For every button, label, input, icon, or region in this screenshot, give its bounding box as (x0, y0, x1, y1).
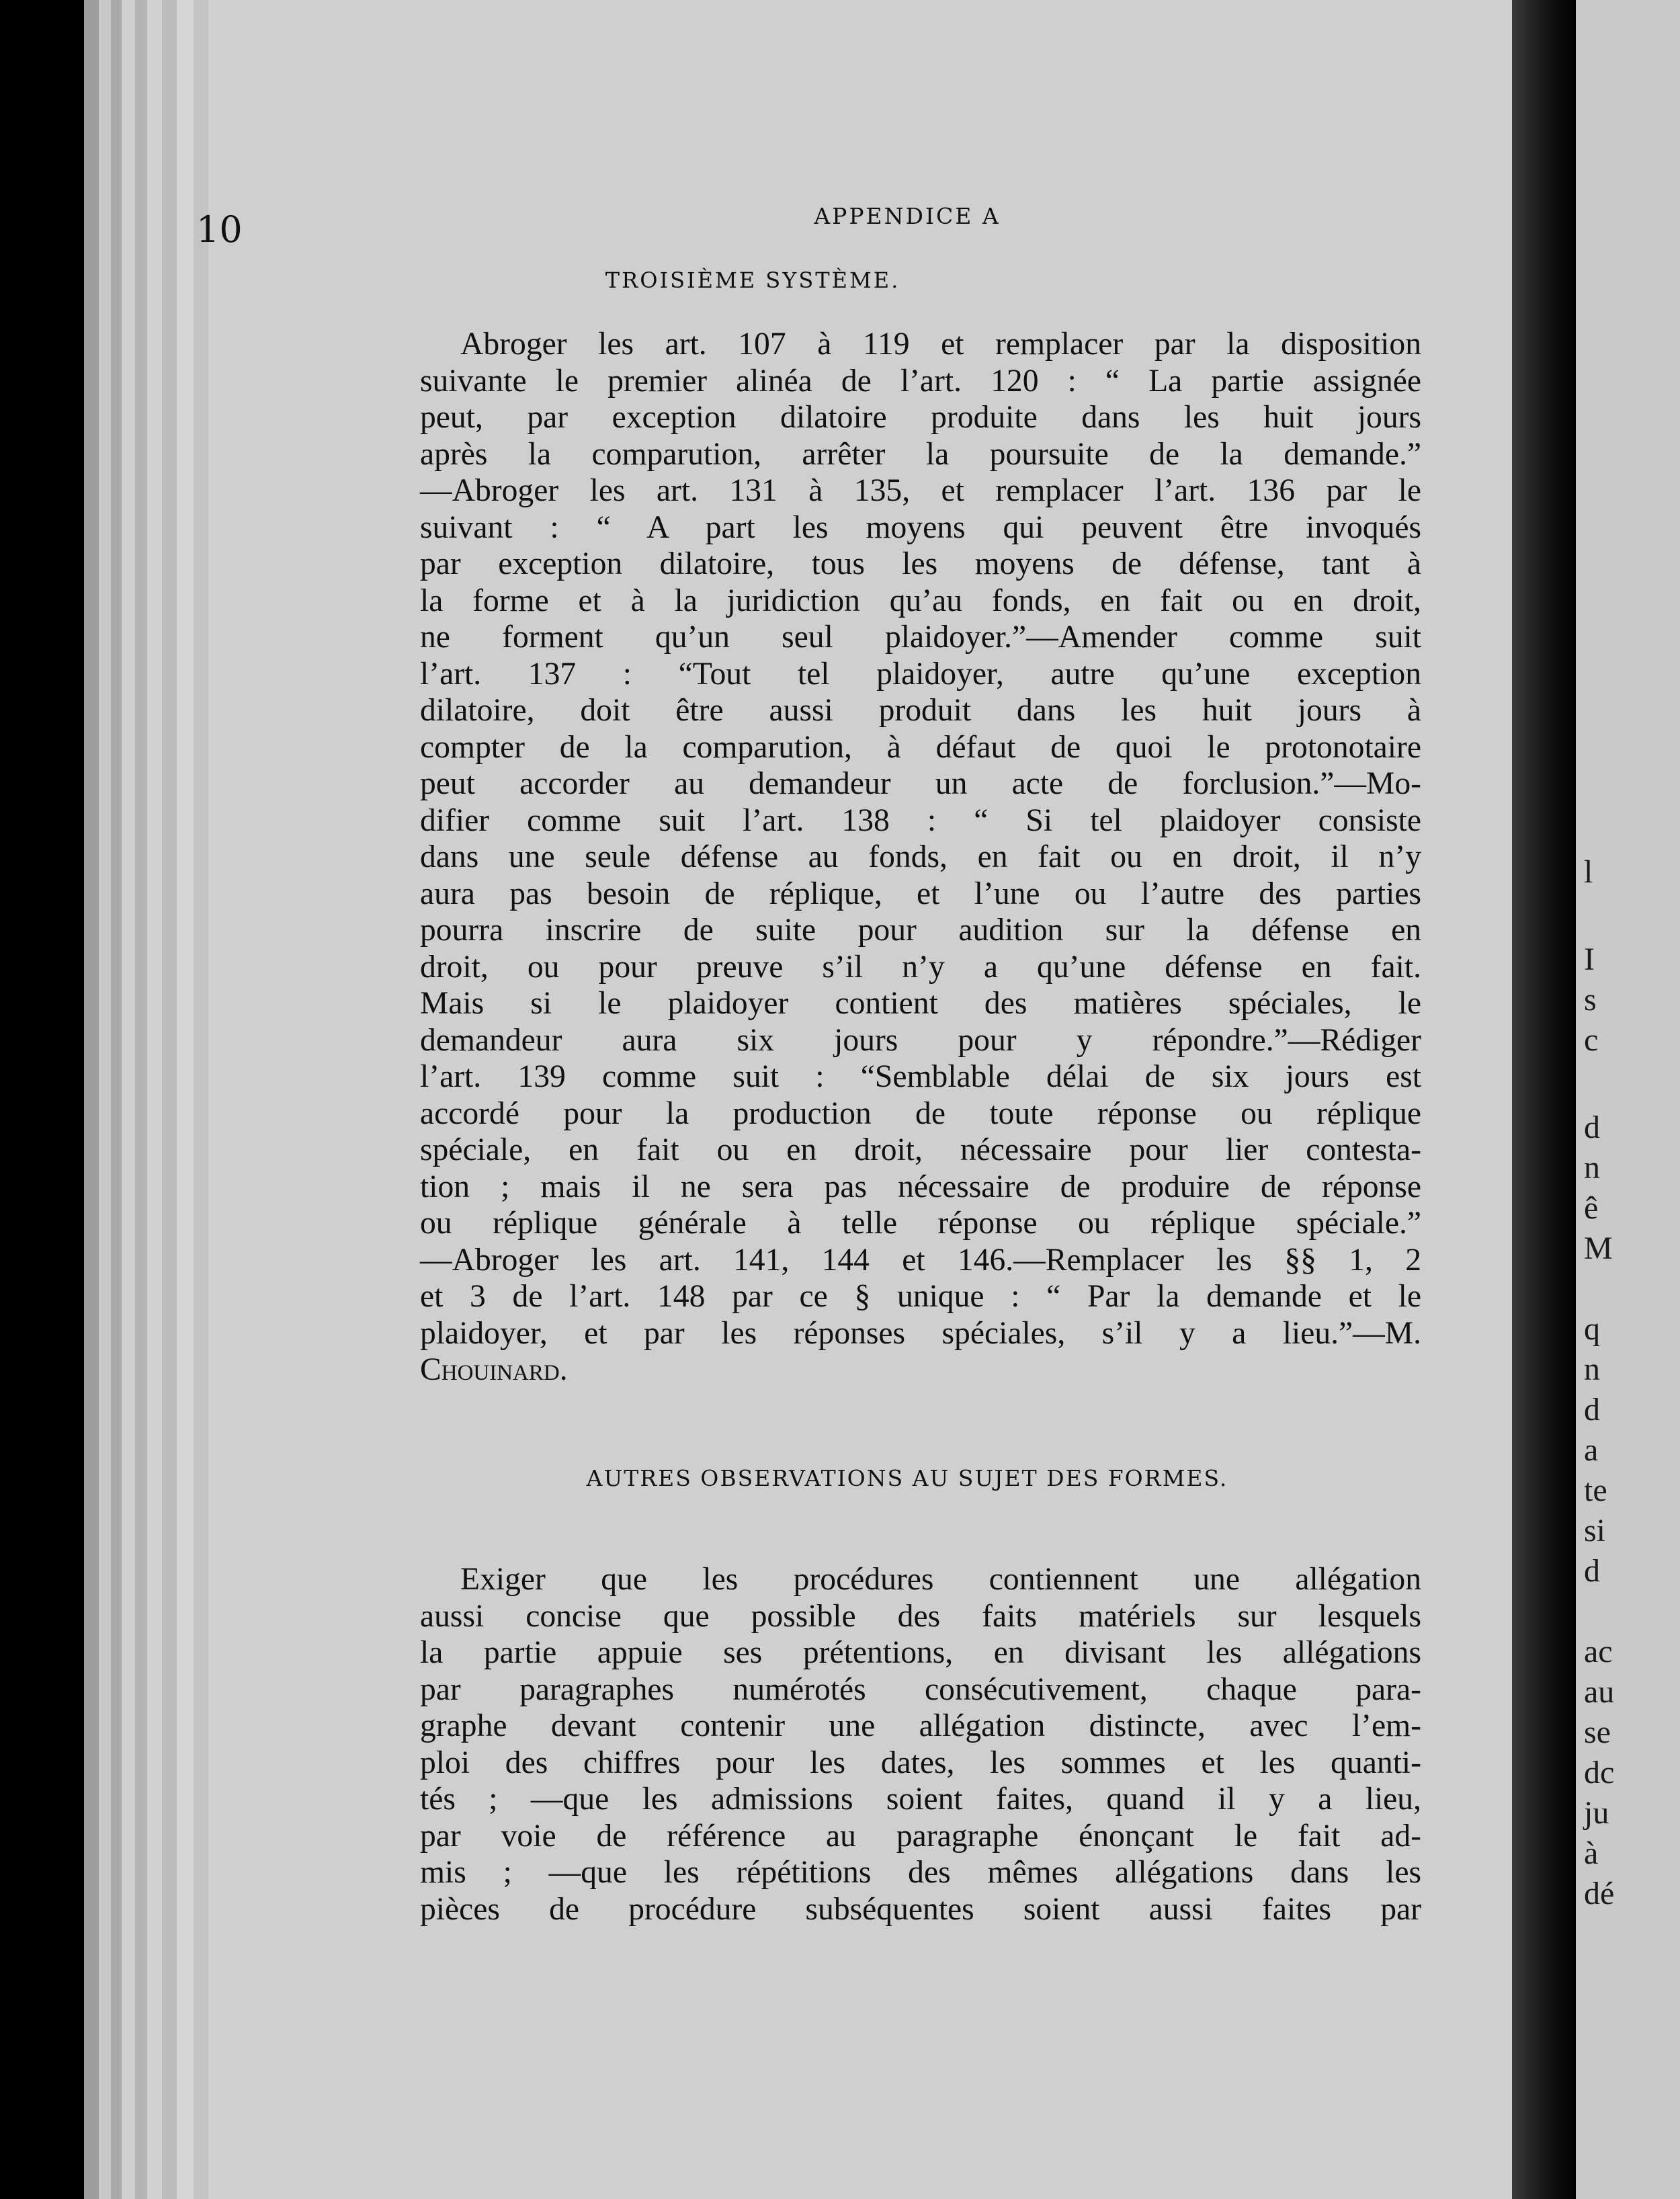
page-edge (84, 0, 99, 2199)
facing-page-fragment: M (1584, 1231, 1613, 1266)
facing-page-fragment: l (1584, 854, 1593, 890)
text-line: ne forment qu’un seul plaidoyer.”—Amender comme suit (420, 620, 1421, 655)
text-line: pourra inscrire de suite pour audition sur la défense en (420, 913, 1421, 948)
facing-page-fragment: te (1584, 1472, 1607, 1508)
text-line: aussi concise que possible des faits matériels sur lesquels (420, 1598, 1421, 1634)
text-line: difier comme suit l’art. 138 : “ Si tel plaidoyer consiste (420, 802, 1421, 838)
text-line: la partie appuie ses prétentions, en divisant les allégations (420, 1635, 1421, 1670)
page-edge (162, 0, 177, 2199)
text-line: suivante le premier alinéa de l’art. 120 : “ La partie assignée (420, 363, 1421, 399)
running-head: APPENDICE A (814, 203, 1001, 229)
text-line: peut, par exception dilatoire produite dans les huit jours (420, 400, 1421, 435)
text-line: peut accorder au demandeur un acte de forclusion.”—Mo- (420, 766, 1421, 801)
author-name: Chouinard. (420, 1352, 568, 1387)
text-line: Mais si le plaidoyer contient des matières spéciales, le (420, 986, 1421, 1021)
text-line: par paragraphes numérotés consécutivement, chaque para- (420, 1671, 1421, 1707)
section-body (420, 1561, 1421, 1927)
text-line: par voie de référence au paragraphe énonçant le fait ad- (420, 1818, 1421, 1854)
facing-page-fragment: s (1584, 982, 1597, 1018)
facing-page-fragment: ê (1584, 1190, 1599, 1226)
text-line: graphe devant contenir une allégation distincte, avec l’em- (420, 1708, 1421, 1743)
page-edge (135, 0, 147, 2199)
text-line: —Abroger les art. 131 à 135, et remplacer l’art. 136 par le (420, 473, 1421, 508)
facing-page-fragment: ju (1584, 1795, 1609, 1831)
page-edge (194, 0, 208, 2199)
book-gutter (1512, 0, 1576, 2199)
facing-page-fragment: ac (1584, 1634, 1613, 1669)
facing-page-fragment: à (1584, 1835, 1599, 1871)
text-line: Abroger les art. 107 à 119 et remplacer par la disposition (460, 327, 1421, 362)
page-edge (99, 0, 111, 2199)
text-line: pièces de procédure subséquentes soient aussi faites par (420, 1891, 1421, 1927)
page-edge (111, 0, 122, 2199)
text-line: accordé pour la production de toute réponse ou réplique (420, 1095, 1421, 1131)
text-line: par exception dilatoire, tous les moyens de défense, tant à (420, 546, 1421, 581)
facing-page-fragment: d (1584, 1392, 1600, 1427)
text-line: —Abroger les art. 141, 144 et 146.—Remplacer les §§ 1, 2 (420, 1242, 1421, 1278)
text-line: et 3 de l’art. 148 par ce § unique : “ Par la demande et le (420, 1279, 1421, 1314)
facing-page-fragment: I (1584, 942, 1595, 977)
text-line: ou réplique générale à telle réponse ou réplique spéciale.” (420, 1206, 1421, 1241)
facing-page-fragment: au (1584, 1674, 1615, 1710)
section-title: AUTRES OBSERVATIONS AU SUJET DES FORMES. (586, 1465, 1228, 1491)
facing-page-fragment: c (1584, 1022, 1599, 1058)
facing-page-fragment: dé (1584, 1876, 1615, 1911)
text-line: tion ; mais il ne sera pas nécessaire de produire de réponse (420, 1169, 1421, 1204)
text-line: aura pas besoin de réplique, et l’une ou l’autre des parties (420, 876, 1421, 911)
facing-page-fragment: se (1584, 1714, 1611, 1750)
facing-page-fragment: n (1584, 1150, 1600, 1186)
page-edge (147, 0, 162, 2199)
facing-page-fragment: d (1584, 1110, 1600, 1145)
text-line: ploi des chiffres pour les dates, les sommes et les quanti- (420, 1745, 1421, 1780)
text-line: spéciale, en fait ou en droit, nécessaire pour lier contesta- (420, 1132, 1421, 1167)
text-line: dans une seule défense au fonds, en fait ou en droit, il n’y (420, 839, 1421, 874)
text-line: la forme et à la juridiction qu’au fonds, en fait ou en droit, (420, 583, 1421, 618)
facing-page-fragment: dc (1584, 1755, 1615, 1790)
text-line: compter de la comparution, à défaut de quoi le protonotaire (420, 729, 1421, 765)
page-edge (122, 0, 135, 2199)
page-edge (177, 0, 194, 2199)
text-line: l’art. 139 comme suit : “Semblable délai de six jours est (420, 1059, 1421, 1094)
text-line: tés ; —que les admissions soient faites, quand il y a lieu, (420, 1782, 1421, 1817)
facing-page-fragment: q (1584, 1311, 1600, 1347)
text-line: Exiger que les procédures contiennent une allégation (460, 1562, 1421, 1597)
page-number: 10 (196, 208, 243, 251)
text-line: plaidoyer, et par les réponses spéciales, s’il y a lieu.”—M. (420, 1315, 1421, 1351)
facing-page-fragment: n (1584, 1352, 1600, 1387)
text-line: mis ; —que les répétitions des mêmes allégations dans les (420, 1855, 1421, 1890)
facing-page (1576, 0, 1680, 2199)
text-line: l’art. 137 : “Tout tel plaidoyer, autre qu’une exception (420, 656, 1421, 692)
facing-page-fragment: a (1584, 1432, 1599, 1468)
text-line: suivant : “ A part les moyens qui peuvent être invoqués (420, 509, 1421, 545)
facing-page-fragment: si (1584, 1513, 1606, 1548)
text-line: demandeur aura six jours pour y répondre.”—Rédiger (420, 1022, 1421, 1058)
text-line: droit, ou pour preuve s’il n’y a qu’une défense en fait. (420, 949, 1421, 985)
section-title: TROISIÈME SYSTÈME. (605, 267, 900, 293)
text-line: dilatoire, doit être aussi produit dans les huit jours à (420, 693, 1421, 728)
section-body (420, 326, 1421, 1388)
facing-page-fragment: d (1584, 1553, 1600, 1589)
text-line: après la comparution, arrêter la poursuite de la demande.” (420, 436, 1421, 472)
